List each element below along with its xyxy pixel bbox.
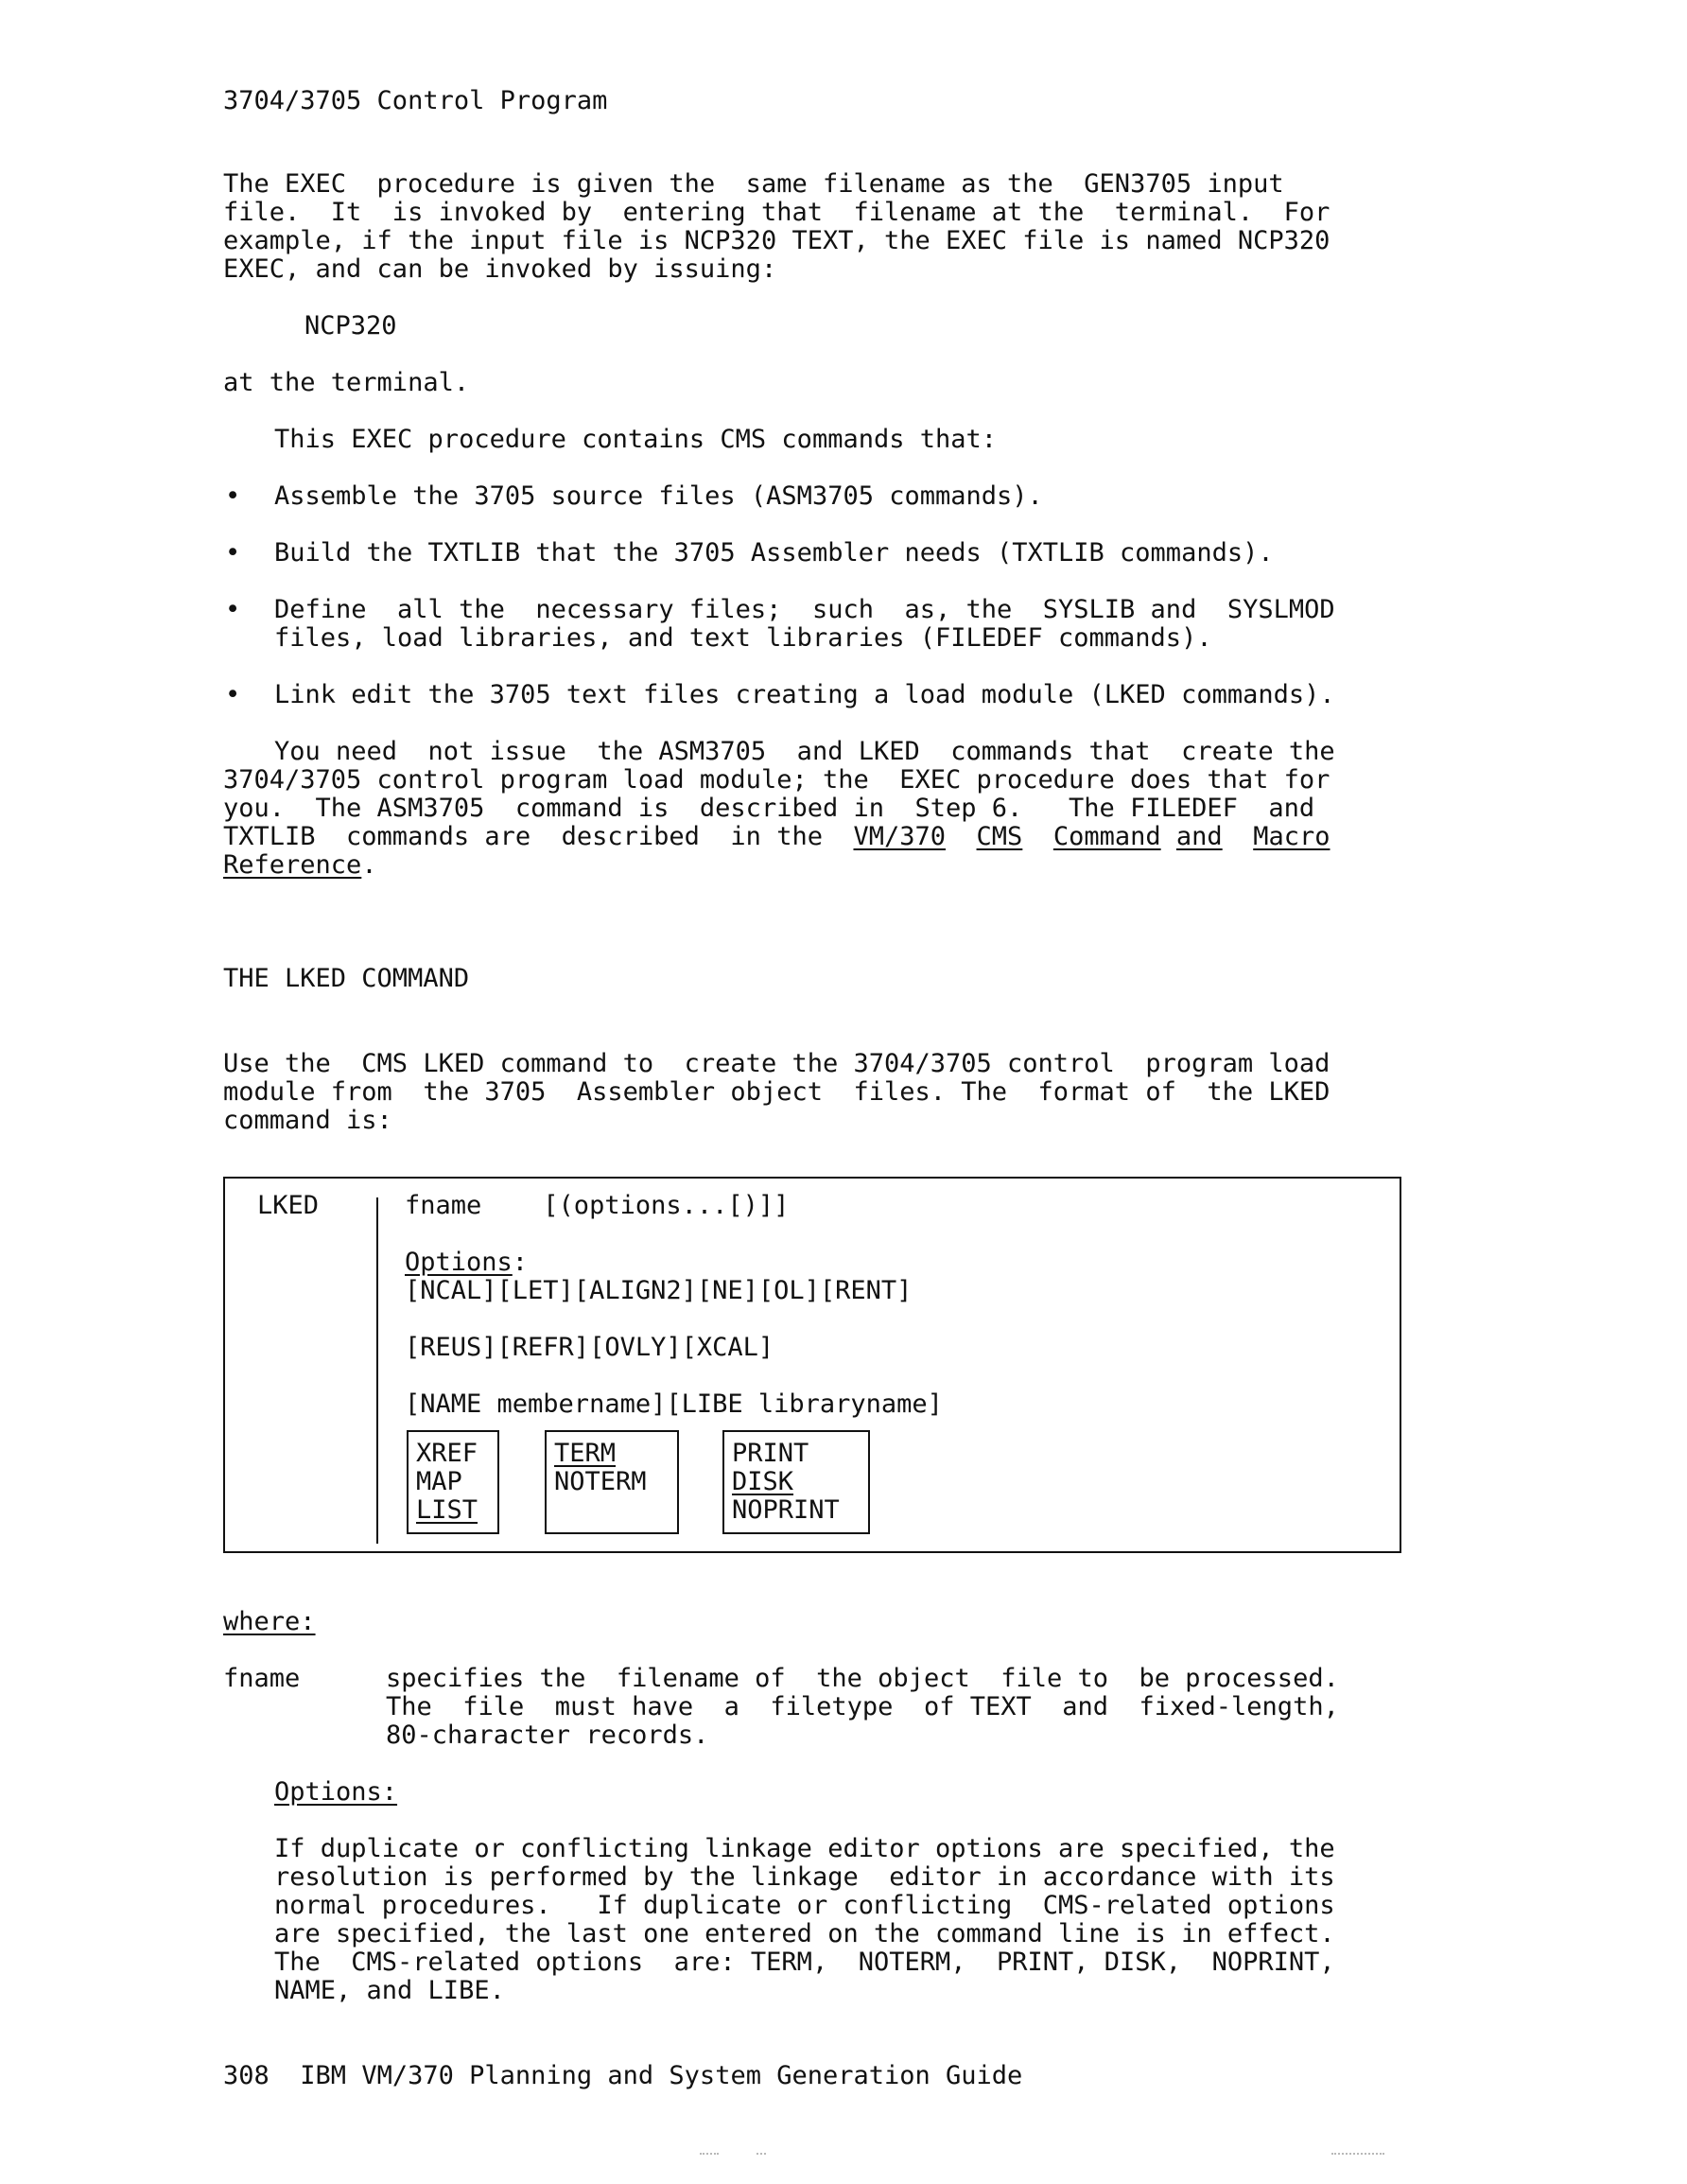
reference-title: VM/370	[853, 822, 947, 851]
paragraph-line: at the terminal.	[223, 368, 470, 397]
paragraph-line: you. The ASM3705 command is described in Step 6. The FILEDEF and	[223, 794, 1315, 823]
bullet-marker: •	[225, 680, 241, 709]
option-row: [REUS][REFR][OVLY][XCAL]	[405, 1333, 774, 1362]
bullet-item: Assemble the 3705 source files (ASM3705 commands).	[274, 481, 1043, 511]
scan-artifact	[757, 2153, 766, 2157]
choice-item: XREF	[416, 1439, 478, 1468]
option-row: [NCAL][LET][ALIGN2][NE][OL][RENT]	[405, 1276, 913, 1305]
paragraph-line: normal procedures. If duplicate or conflicting CMS-related options	[274, 1891, 1335, 1920]
bullet-marker: •	[225, 481, 241, 511]
options-label: Options:	[405, 1248, 529, 1277]
operand-description: The file must have a filetype of TEXT and fixed-length,	[386, 1692, 1339, 1721]
choice-item-default: LIST	[416, 1495, 478, 1525]
bullet-item: Build the TXTLIB that the 3705 Assembler needs (TXTLIB commands).	[274, 538, 1274, 568]
running-title: 3704/3705 Control Program	[223, 86, 608, 115]
option-row: [NAME membername][LIBE libraryname]	[405, 1389, 943, 1419]
paragraph-line: Use the CMS LKED command to create the 3704/3705 control program load	[223, 1049, 1330, 1078]
operand-description: specifies the filename of the object file to be processed.	[386, 1664, 1339, 1693]
paragraph-line: EXEC, and can be invoked by issuing:	[223, 254, 777, 284]
choice-item-default: DISK	[732, 1467, 794, 1496]
paragraph-line: TXTLIB commands are described in the VM/370 CMS Command and Macro	[223, 822, 1330, 851]
bullet-item-continuation: files, load libraries, and text libraries (FILEDEF commands).	[274, 623, 1212, 653]
paragraph-line: 3704/3705 control program load module; the EXEC procedure does that for	[223, 765, 1330, 795]
choice-item: PRINT	[732, 1439, 809, 1468]
reference-title: Reference	[223, 850, 362, 880]
options-heading: Options:	[274, 1777, 398, 1807]
paragraph-line: The EXEC procedure is given the same filename as the GEN3705 input	[223, 169, 1284, 199]
syntax-column-divider	[376, 1197, 378, 1544]
command-syntax: fname [(options...[)]]	[405, 1191, 790, 1220]
paragraph-line: file. It is invoked by entering that filename at the terminal. For	[223, 198, 1330, 227]
section-heading: THE LKED COMMAND	[223, 964, 470, 993]
paragraph-line: are specified, the last one entered on the command line is in effect.	[274, 1919, 1335, 1948]
page-number: 308	[223, 2061, 270, 2090]
book-title: IBM VM/370 Planning and System Generation Guide	[300, 2061, 1023, 2090]
paragraph-line: NAME, and LIBE.	[274, 1976, 505, 2005]
reference-title: CMS	[976, 822, 1023, 851]
choice-item: NOPRINT	[732, 1495, 840, 1525]
choice-item-default: TERM	[554, 1439, 617, 1468]
command-name: LKED	[257, 1191, 320, 1220]
bullet-marker: •	[225, 595, 241, 624]
bullet-item: Link edit the 3705 text files creating a load module (LKED commands).	[274, 680, 1335, 709]
scan-artifact	[700, 2153, 719, 2157]
paragraph-line: example, if the input file is NCP320 TEXT, the EXEC file is named NCP320	[223, 226, 1330, 255]
operand-name: fname	[223, 1664, 301, 1693]
page-footer	[223, 2062, 1022, 2090]
reference-title: Command	[1052, 822, 1161, 851]
choice-item: MAP	[416, 1467, 462, 1496]
scan-artifact	[1331, 2153, 1384, 2157]
paragraph-line: resolution is performed by the linkage editor in accordance with its	[274, 1862, 1335, 1892]
paragraph-line: Reference.	[223, 850, 377, 880]
paragraph-line: The CMS-related options are: TERM, NOTERM, PRINT, DISK, NOPRINT,	[274, 1948, 1335, 1977]
paragraph-line: You need not issue the ASM3705 and LKED commands that create the	[274, 737, 1335, 766]
reference-title: Macro	[1253, 822, 1330, 851]
reference-title: and	[1175, 822, 1223, 851]
paragraph-line: If duplicate or conflicting linkage editor options are specified, the	[274, 1834, 1335, 1863]
example-command: NCP320	[304, 311, 397, 341]
where-label: where:	[223, 1607, 316, 1636]
paragraph-line: command is:	[223, 1106, 392, 1135]
paragraph-line: module from the 3705 Assembler object files. The format of the LKED	[223, 1077, 1330, 1107]
bullet-item: Define all the necessary files; such as, the SYSLIB and SYSLMOD	[274, 595, 1335, 624]
paragraph-line: This EXEC procedure contains CMS commands that:	[274, 425, 998, 454]
bullet-marker: •	[225, 538, 241, 568]
operand-description: 80-character records.	[386, 1721, 709, 1750]
choice-item: NOTERM	[554, 1467, 647, 1496]
